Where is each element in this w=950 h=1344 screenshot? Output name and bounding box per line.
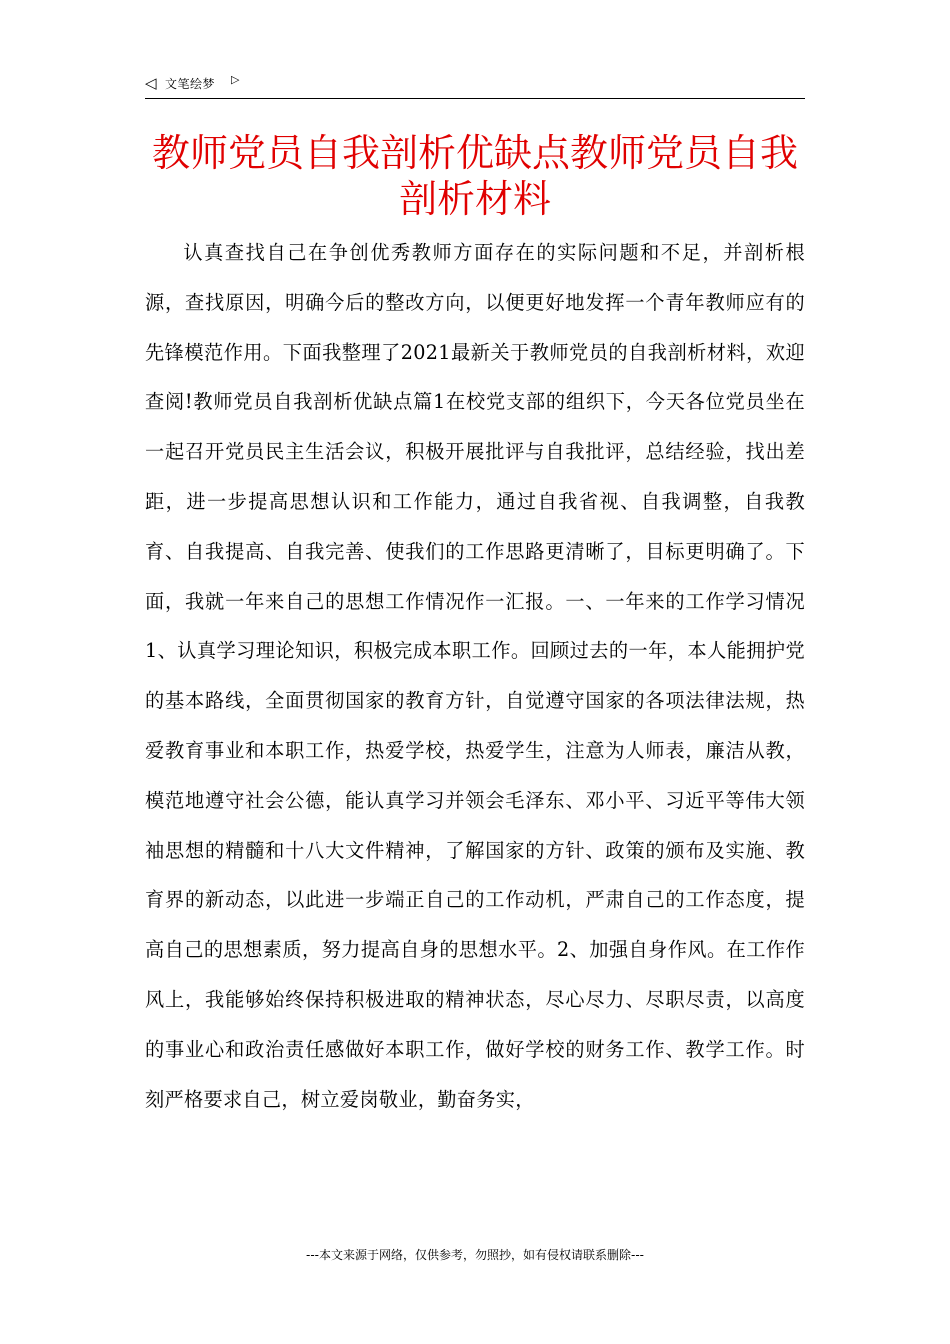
left-triangle-icon: ◁	[145, 74, 157, 92]
document-title: 教师党员自我剖析优缺点教师党员自我剖析材料	[151, 131, 798, 221]
page-header	[145, 72, 805, 99]
right-triangle-icon: ▷	[231, 73, 240, 86]
document-body: 认真查找自己在争创优秀教师方面存在的实际问题和不足，并剖析根源，查找原因，明确今后的整改方向，以便更好地发挥一个青年教师应有的先锋模范作用。下面我整理了2021最新关于教师党员的自我剖析材料，欢迎查阅!教师党员自我剖析优缺点篇1在校党支部的组织下，今天各位党员坐在一起召开党员民主生活会议，积极开展批评与自我批评，总结经验，找出差距，进一步提高思想认识和工作能力，通过自我省视、自我调整，自我教育、自我提高、自我完善、使我们的工作思路更清晰了，目标更明确了。下面，我就一年来自己的思想工作情况作一汇报。一、一年来的工作学习情况1、认真学习理论知识，积极完成本职工作。回顾过去的一年，本人能拥护党的基本路线，全面贯彻国家的教育方针，自觉遵守国家的各项法律法规，热爱教育事业和本职工作，热爱学校，热爱学生，注意为人师表，廉洁从教，模范地遵守社会公德，能认真学习并领会毛泽东、邓小平、习近平等伟大领袖思想的精髓和十八大文件精神，了解国家的方针、政策的颁布及实施、教育界的新动态，以此进一步端正自己的工作动机，严肃自己的工作态度，提高自己的思想素质，努力提高自身的思想水平。2、加强自身作风。在工作作风上，我能够始终保持积极进取的精神状态，尽心尽力、尽职尽责，以高度的事业心和政治责任感做好本职工作，做好学校的财务工作、教学工作。时刻严格要求自己，树立爱岗敬业，勤奋务实，	[145, 241, 805, 1111]
page-footer: ---本文来源于网络，仅供参考，勿照抄，如有侵权请联系删除---	[306, 1248, 644, 1262]
header-brand: 文笔绘梦	[165, 77, 216, 91]
